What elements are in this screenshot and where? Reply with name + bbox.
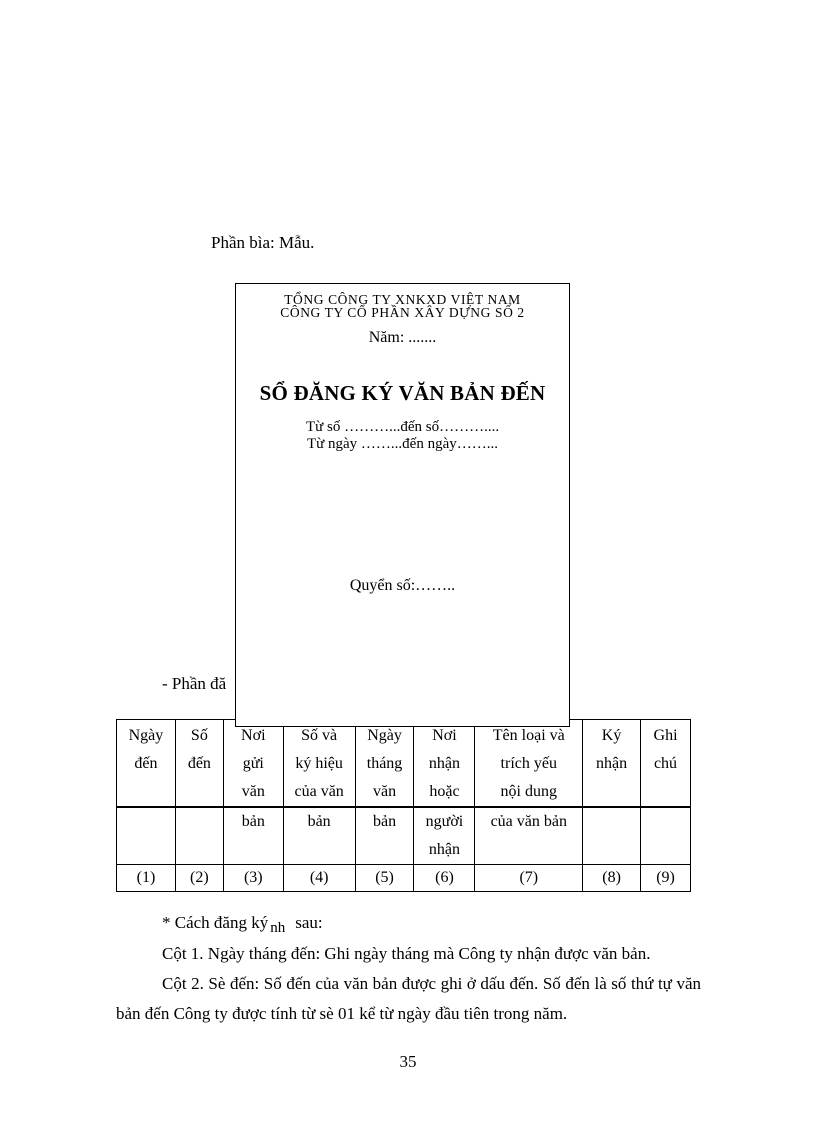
column-number: (3) <box>223 865 283 892</box>
column-number: (4) <box>283 865 355 892</box>
header-cell-6: Nơi nhận hoặc <box>414 720 475 808</box>
range-block <box>236 419 569 453</box>
column-number: (6) <box>414 865 475 892</box>
column-number-row <box>117 865 691 892</box>
header-cell-1: Ngày đến <box>117 720 176 808</box>
column-number: (1) <box>117 865 176 892</box>
header-cont-cell-9 <box>641 807 691 865</box>
cover-sample-box <box>235 283 570 727</box>
register-title: SỔ ĐĂNG KÝ VĂN BẢN ĐẾN <box>259 381 546 405</box>
column-number: (2) <box>175 865 223 892</box>
column-number: (8) <box>583 865 641 892</box>
header-cont-cell-8 <box>583 807 641 865</box>
registration-section-label: - Phần đă <box>162 674 227 693</box>
registration-table <box>116 719 691 892</box>
registration-notes <box>116 908 701 1029</box>
header-cont-cell-6: người nhận <box>414 807 475 865</box>
header-cell-5: Ngày tháng văn <box>355 720 414 808</box>
header-cont-cell-7: của văn bản <box>475 807 583 865</box>
year-line: Năm: ....... <box>368 329 437 346</box>
column-number: (9) <box>641 865 691 892</box>
header-cell-8: Ký nhận <box>583 720 641 808</box>
table-header-row <box>117 720 691 808</box>
header-cell-2: Số đến <box>175 720 223 808</box>
column-number: (5) <box>355 865 414 892</box>
organization-name <box>236 293 569 319</box>
volume-number: Quyển số:…….. <box>349 577 456 594</box>
header-cont-cell-1 <box>117 807 176 865</box>
date-range: Từ ngày ……...đến ngày……... <box>306 436 498 452</box>
header-cont-cell-4: bản <box>283 807 355 865</box>
note-column-1: Cột 1. Ngày tháng đến: Ghi ngày tháng mà Công ty nhận được văn bản. <box>162 944 651 963</box>
header-cell-4: Số và ký hiệu của văn <box>283 720 355 808</box>
header-cell-7: Tên loại và trích yếu nội dung <box>475 720 583 808</box>
header-cont-cell-3: bản <box>223 807 283 865</box>
section-label: Phần bìa: Mẫu. <box>211 233 315 252</box>
header-cont-cell-5: bản <box>355 807 414 865</box>
header-cell-3: Nơi gửi văn <box>223 720 283 808</box>
header-cont-cell-2 <box>175 807 223 865</box>
page-number: 35 <box>399 1052 417 1071</box>
table-header-continued-row <box>117 807 691 865</box>
note-column-2: Cột 2. Sè đến: Số đến của văn bản được ghi ở dấu đến. Số đến là số thứ tự văn bản đến Công ty được tính từ sè 01 kể từ ngày đầu tiên trong năm. <box>116 974 701 1023</box>
notes-heading: * Cách đăng ký nh sau: <box>162 913 323 936</box>
column-number: (7) <box>475 865 583 892</box>
number-range: Từ số ………...đến số……….... <box>305 419 500 435</box>
header-cell-9: Ghi chú <box>641 720 691 808</box>
company-name: CÔNG TY CỔ PHẦN XÂY DỰNG SỐ 2 <box>280 305 525 320</box>
parent-company-name: TỔNG CÔNG TY XNKXD VIỆT NAM <box>284 292 521 307</box>
